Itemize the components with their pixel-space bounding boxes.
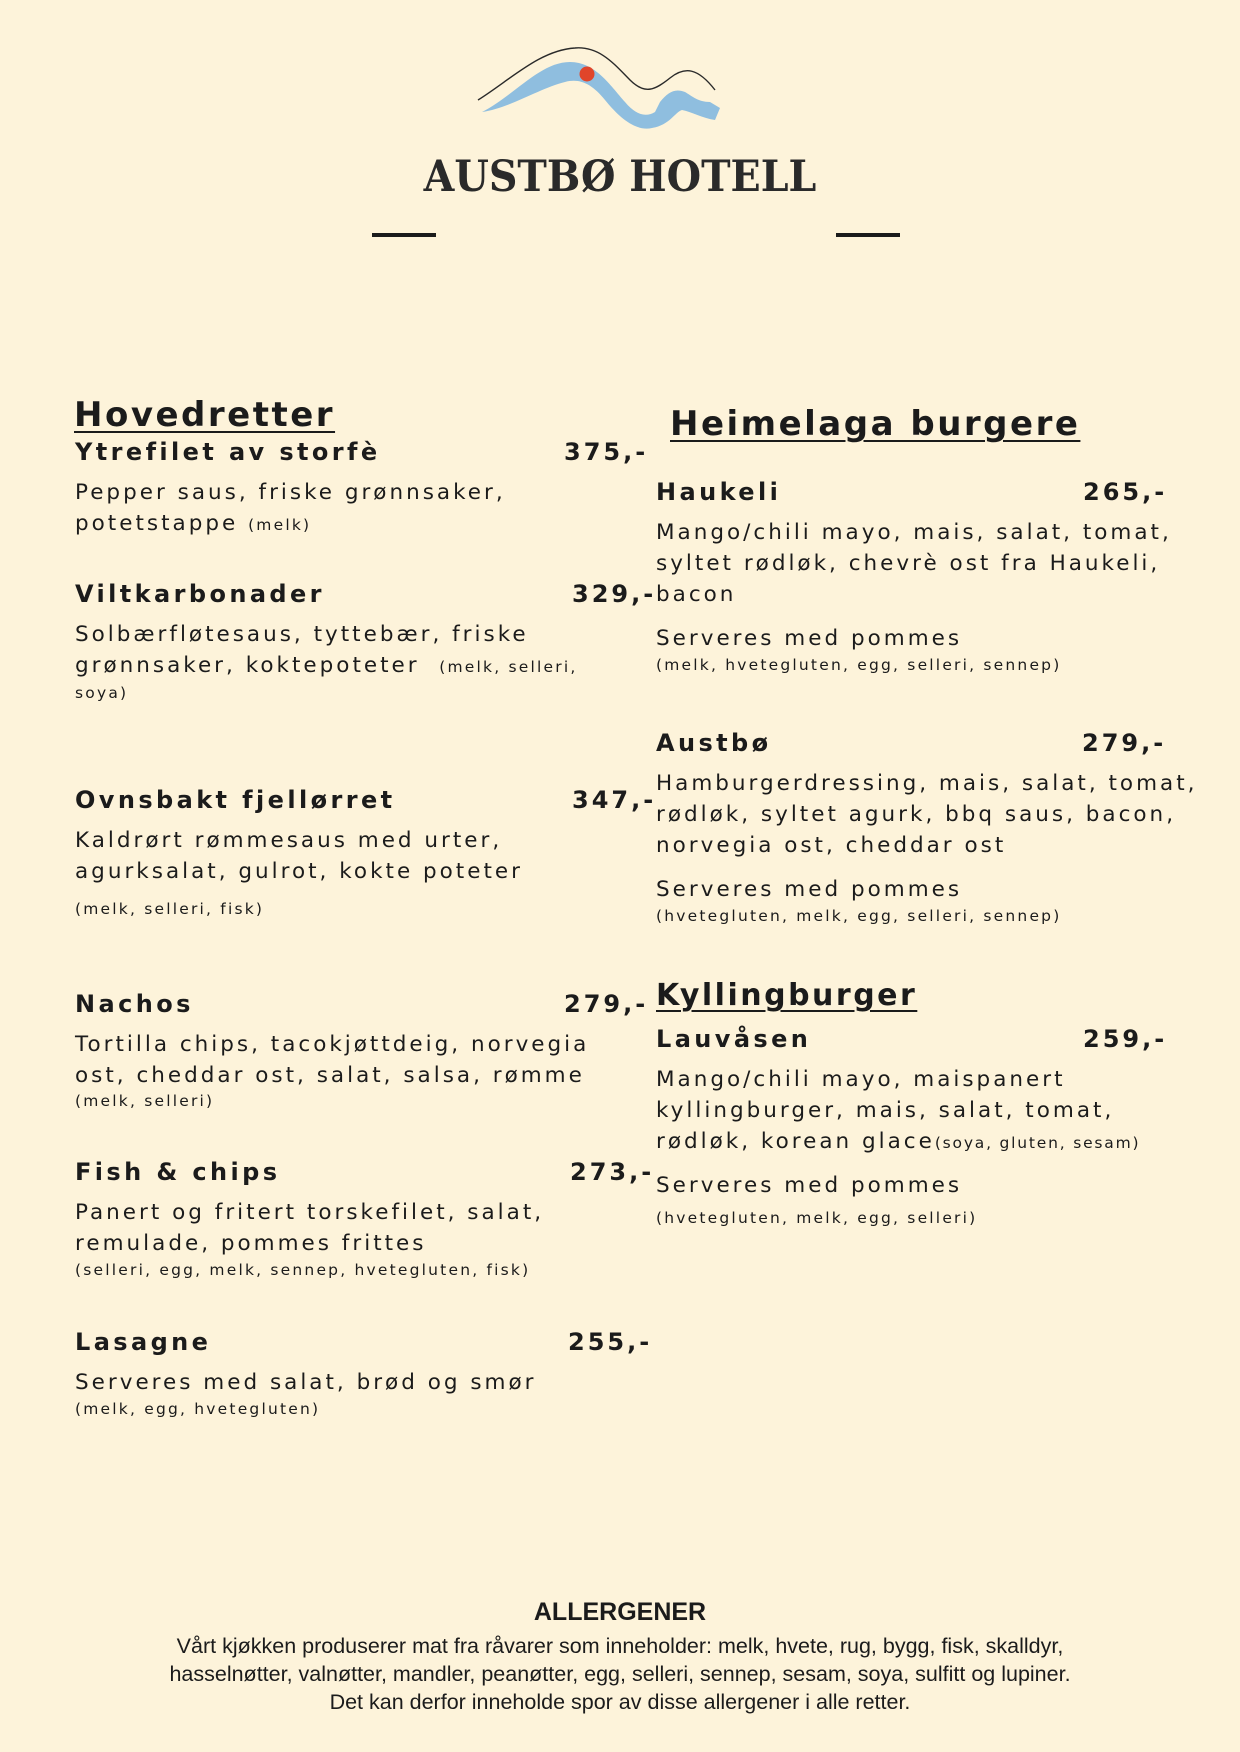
dish-description: Hamburgerdressing, mais, salat, tomat, rødløk, syltet agurk, bbq saus, bacon, norvegia ost, cheddar ost bbox=[656, 771, 1198, 858]
dish-price: 273,- bbox=[570, 1158, 655, 1186]
allergen-list: (hvetegluten, melk, egg, selleri) bbox=[656, 1209, 978, 1227]
allergen-list: (melk, selleri, fisk) bbox=[75, 900, 265, 918]
dish-price: 347,- bbox=[572, 786, 657, 814]
divider-right bbox=[836, 233, 900, 237]
dish-name: Viltkarbonader bbox=[75, 580, 325, 608]
dish-name: Ytrefilet av storfè bbox=[75, 438, 381, 466]
dish-description: Tortilla chips, tacokjøttdeig, norvegia ost, cheddar ost, salat, salsa, rømme bbox=[75, 1032, 590, 1088]
dish-price: 265,- bbox=[1083, 478, 1168, 506]
dish-description: Serveres med salat, brød og smør bbox=[75, 1370, 537, 1395]
dish-price: 329,- bbox=[572, 580, 657, 608]
divider-left bbox=[372, 233, 436, 237]
dish-price: 255,- bbox=[568, 1328, 653, 1356]
dish-description: Kaldrørt rømmesaus med urter, agurksalat, gulrot, kokte poteter bbox=[75, 828, 523, 884]
served-with: Serveres med pommes bbox=[656, 626, 963, 651]
allergen-list: (melk, egg, hvetegluten) bbox=[75, 1400, 321, 1418]
dish-name: Nachos bbox=[75, 990, 194, 1018]
dish-name: Haukeli bbox=[656, 478, 782, 506]
allergen-heading: ALLERGENER bbox=[533, 1598, 707, 1626]
section-heading-kylling: Kyllingburger bbox=[656, 978, 918, 1013]
allergen-list: (melk, hvetegluten, egg, selleri, sennep) bbox=[656, 656, 1062, 674]
dish-price: 375,- bbox=[564, 438, 649, 466]
allergen-list: (hvetegluten, melk, egg, selleri, sennep) bbox=[656, 907, 1062, 925]
allergen-list: soya) bbox=[75, 684, 129, 702]
dish-description: Solbærfløtesaus, tyttebær, friske grønnsaker, koktepoteter (melk, selleri, bbox=[75, 622, 578, 678]
section-heading-burgere: Heimelaga burgere bbox=[670, 404, 1081, 444]
dish-name: Lauvåsen bbox=[656, 1025, 812, 1053]
allergen-list: (melk) bbox=[248, 516, 312, 534]
dish-description: Panert og fritert torskefilet, salat, remulade, pommes frittes bbox=[75, 1200, 545, 1256]
section-heading-hovedretter: Hovedretter bbox=[74, 395, 336, 435]
dish-price: 279,- bbox=[564, 990, 649, 1018]
hotel-logo bbox=[470, 40, 750, 150]
dish-description: Mango/chili mayo, maispanert kyllingburger, mais, salat, tomat, rødløk, korean glace(soya, gluten, sesam) bbox=[656, 1067, 1141, 1154]
dish-name: Fish & chips bbox=[75, 1158, 281, 1186]
dish-price: 279,- bbox=[1082, 729, 1167, 757]
brand-name: AUSTBØ HOTELL bbox=[423, 152, 817, 202]
dish-description: Pepper saus, friske grønnsaker, potetstappe (melk) bbox=[75, 480, 506, 536]
served-with: Serveres med pommes bbox=[656, 877, 963, 902]
served-with: Serveres med pommes bbox=[656, 1173, 963, 1198]
allergen-list: (melk, selleri, bbox=[439, 658, 578, 676]
allergen-list: (selleri, egg, melk, sennep, hvetegluten, fisk) bbox=[75, 1261, 531, 1279]
allergen-list: (soya, gluten, sesam) bbox=[934, 1134, 1141, 1152]
dish-name: Austbø bbox=[656, 729, 772, 757]
dish-price: 259,- bbox=[1083, 1025, 1168, 1053]
dish-name: Ovnsbakt fjellørret bbox=[75, 786, 396, 814]
dish-description: Mango/chili mayo, mais, salat, tomat, syltet rødløk, chevrè ost fra Haukeli, bacon bbox=[656, 520, 1172, 607]
dish-name: Lasagne bbox=[75, 1328, 212, 1356]
sun-icon bbox=[580, 67, 595, 82]
allergen-notice: Vårt kjøkken produserer mat fra råvarer som inneholder: melk, hvete, rug, bygg, fisk, skalldyr, hasselnøtter, valnøtter, mandler, peanøtter, egg, selleri, sennep, sesam, soya, sulfitt og lupiner. Det kan derfor inneholde spor av disse allergener i alle retter. bbox=[169, 1634, 1071, 1714]
allergen-list: (melk, selleri) bbox=[75, 1092, 215, 1110]
